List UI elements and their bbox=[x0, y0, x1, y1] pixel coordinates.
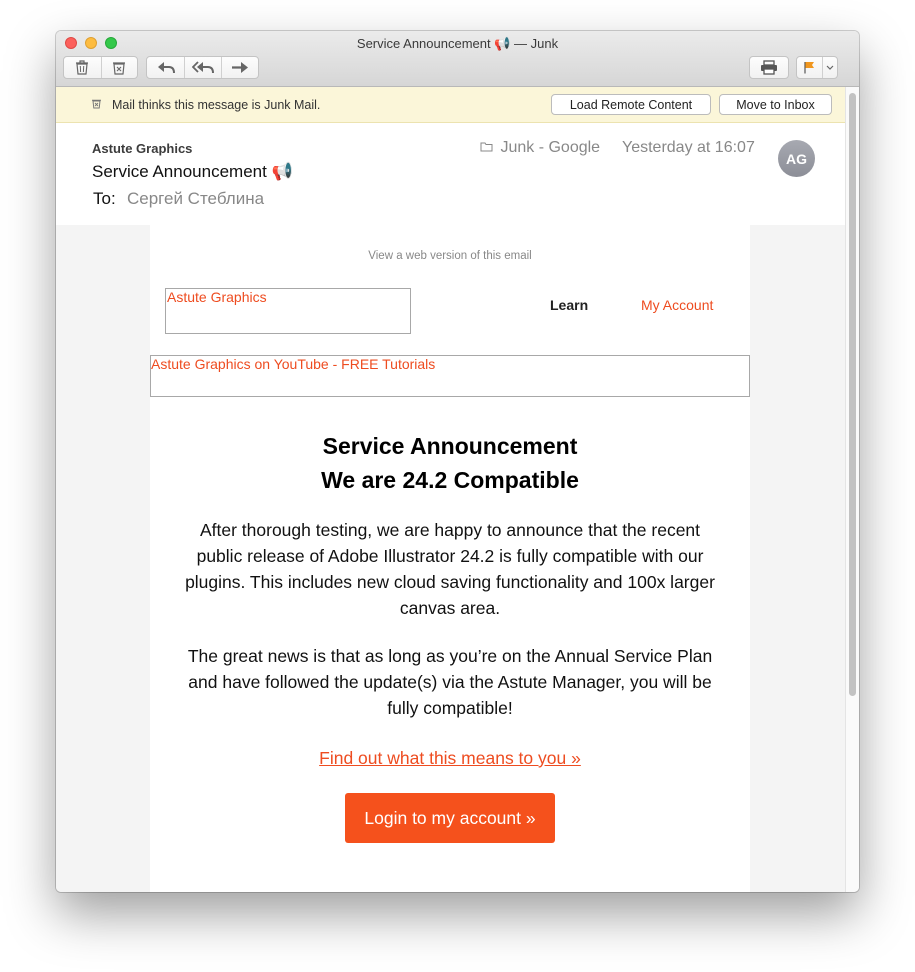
reply-button[interactable] bbox=[147, 57, 184, 78]
printer-icon bbox=[760, 60, 778, 75]
nav-learn-link[interactable]: Learn bbox=[550, 297, 589, 313]
message-date: Yesterday at 16:07 bbox=[622, 139, 755, 156]
find-out-link[interactable]: Find out what this means to you » bbox=[319, 748, 581, 768]
flag-icon bbox=[804, 61, 815, 74]
body-paragraph-2: The great news is that as long as you’re on the Annual Service Plan and have followed the update(s) via the Astute Manager, you will be fully compatible! bbox=[187, 646, 713, 718]
reply-icon bbox=[157, 61, 175, 74]
message-header bbox=[56, 123, 845, 225]
mailbox-location bbox=[480, 139, 600, 157]
sender-avatar: AG bbox=[778, 140, 815, 177]
junk-banner bbox=[56, 87, 845, 123]
print-button[interactable] bbox=[750, 57, 788, 78]
logo-image-placeholder[interactable]: Astute Graphics bbox=[165, 288, 411, 334]
window-title: Service Announcement 📢 — Junk bbox=[356, 36, 559, 51]
scrollbar-thumb[interactable] bbox=[849, 93, 856, 696]
to-label: To: bbox=[93, 189, 116, 208]
trash-icon bbox=[75, 60, 89, 75]
body-paragraph-1: After thorough testing, we are happy to announce that the recent public release of Adobe Illustrator 24.2 is fully compatible with our plugins. This includes new cloud saving functionality and 100x larger canvas area. bbox=[185, 520, 715, 618]
login-button[interactable]: Login to my account » bbox=[345, 793, 555, 843]
flag-menu-button[interactable] bbox=[822, 57, 837, 78]
window-toolbar bbox=[56, 31, 859, 87]
message-subject: Service Announcement 📢 bbox=[92, 162, 293, 181]
junk-icon bbox=[111, 60, 127, 75]
reply-all-button[interactable] bbox=[184, 57, 221, 78]
print-group bbox=[749, 56, 789, 79]
headline-line-2: We are 24.2 Compatible bbox=[321, 467, 579, 493]
recipient-name[interactable]: Сергей Стеблина bbox=[127, 189, 265, 208]
web-version-link[interactable]: View a web version of this email bbox=[368, 250, 532, 262]
chevron-down-icon bbox=[826, 65, 834, 70]
youtube-banner-placeholder[interactable]: Astute Graphics on YouTube - FREE Tutorials bbox=[150, 355, 750, 397]
load-remote-content-button[interactable]: Load Remote Content bbox=[551, 94, 711, 115]
nav-my-account-link[interactable]: My Account bbox=[641, 297, 714, 313]
email-content bbox=[150, 225, 750, 892]
delete-button[interactable] bbox=[64, 57, 101, 78]
delete-junk-group bbox=[63, 56, 138, 79]
flag-button[interactable] bbox=[797, 57, 822, 78]
forward-icon bbox=[231, 61, 249, 74]
forward-button[interactable] bbox=[221, 57, 258, 78]
flag-group bbox=[796, 56, 838, 79]
mailbox-name: Junk - Google bbox=[500, 139, 601, 156]
junk-button[interactable] bbox=[101, 57, 138, 78]
mail-window bbox=[56, 31, 859, 892]
scrollbar[interactable] bbox=[845, 87, 859, 892]
email-headline bbox=[150, 429, 750, 497]
folder-icon bbox=[480, 141, 493, 152]
junk-banner-icon bbox=[91, 98, 102, 112]
sender-name[interactable]: Astute Graphics bbox=[92, 141, 193, 156]
reply-forward-group bbox=[146, 56, 259, 79]
move-to-inbox-button[interactable]: Move to Inbox bbox=[719, 94, 832, 115]
headline-line-1: Service Announcement bbox=[322, 433, 578, 459]
reply-all-icon bbox=[192, 61, 214, 74]
junk-banner-text: Mail thinks this message is Junk Mail. bbox=[112, 98, 321, 112]
